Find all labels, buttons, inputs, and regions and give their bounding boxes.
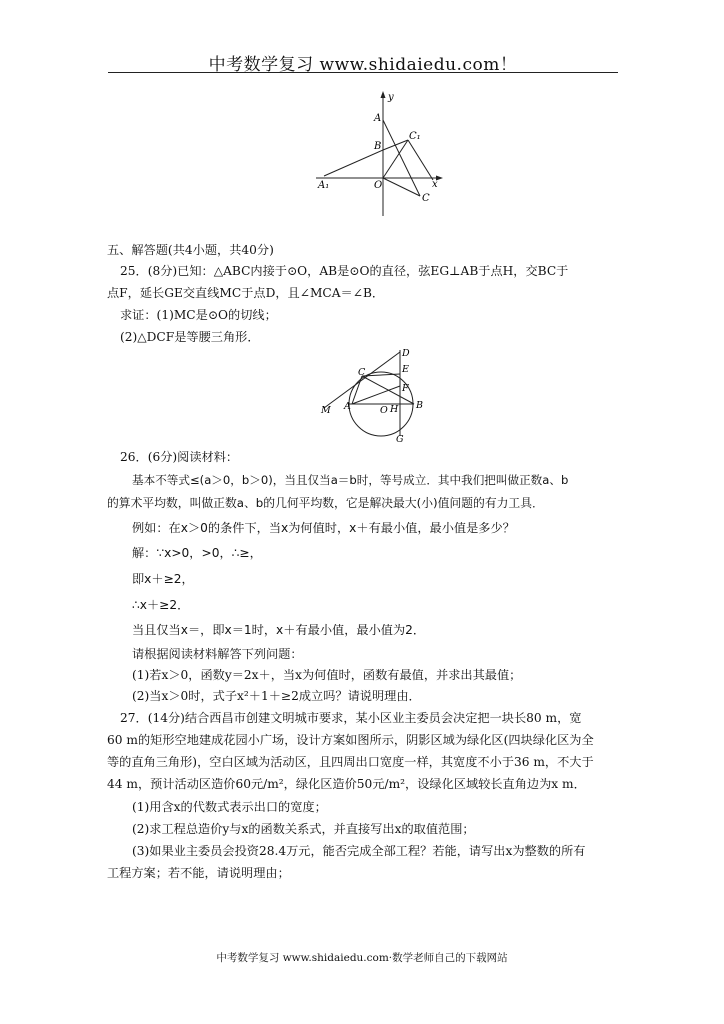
q27-line-2: 60 m的矩形空地建成花园小广场，设计方案如图所示，阴影区域为绿化区(四块绿化区为全	[107, 733, 594, 747]
coordinate-figure	[312, 88, 447, 218]
circle-figure	[318, 346, 428, 444]
label-o: O	[380, 405, 388, 416]
label-y: y	[388, 92, 394, 103]
q26-line-10: (1)若x＞0，函数y＝2x＋，当x为何值时，函数有最值，并求出其最值；	[132, 668, 522, 682]
q27-line-7: (3)如果业主委员会投资28.4万元，能否完成全部工程？若能，请写出x为整数的所有	[132, 844, 586, 858]
q26-line-7: ∴x＋≥2．	[132, 598, 190, 612]
label-c: C	[358, 367, 366, 378]
q27-line-1: 27．(14分)结合西昌市创建文明城市要求，某小区业主委员会决定把一块长80 m，宽	[120, 711, 582, 725]
q25-line-2: 点F，延长GE交直线MC于点D，且∠MCA＝∠B．	[107, 286, 385, 300]
section-heading: 五、解答题(共4小题，共40分)	[107, 243, 274, 257]
label-b: B	[374, 141, 382, 152]
page-footer: 中考数学复习 www.shidaiedu.com·数学老师自己的下载网站	[216, 952, 508, 964]
q26-line-6: 即x＋≥2，	[132, 572, 194, 586]
label-a: A	[374, 113, 382, 124]
label-c: C	[422, 193, 430, 204]
y-axis-arrow	[381, 91, 386, 98]
q26-line-2: 基本不等式≤(a＞0，b＞0)，当且仅当a＝b时，等号成立．其中我们把叫做正数a、b	[132, 473, 569, 487]
label-x: x	[432, 179, 438, 190]
label-m: M	[321, 405, 331, 416]
q26-line-1: 26．(6分)阅读材料：	[120, 450, 239, 464]
q27-line-8: 工程方案；若不能，请说明理由；	[107, 866, 290, 880]
label-a: A	[344, 401, 351, 412]
line-mc	[324, 352, 400, 408]
q27-line-6: (2)求工程总造价y与x的函数关系式，并直接写出x的取值范围；	[132, 822, 475, 836]
label-b: B	[416, 400, 423, 411]
q27-line-4: 44 m，预计活动区造价60元/m²，绿化区造价50元/m²，设绿化区域较长直角边为x m．	[107, 777, 586, 791]
q25-line-4: (2)△DCF是等腰三角形．	[120, 330, 260, 344]
segment-o-c	[383, 178, 420, 196]
segment-c1-x	[408, 140, 433, 180]
label-a1: A₁	[318, 180, 330, 191]
q26-line-9: 请根据阅读材料解答下列问题：	[132, 647, 303, 661]
segment-a-f	[352, 386, 400, 404]
page-header-title: 中考数学复习 www.shidaiedu.com！	[208, 55, 518, 75]
q25-line-3: 求证：(1)MC是⊙O的切线；	[120, 308, 277, 322]
label-d: D	[402, 348, 410, 359]
q27-line-5: (1)用含x的代数式表示出口的宽度；	[132, 800, 327, 814]
q26-line-11: (2)当x＞0时，式子x²＋1＋≥2成立吗？请说明理由．	[132, 689, 421, 703]
q27-line-3: 等的直角三角形)，空白区域为活动区，且四周出口宽度一样，其宽度不小于36 m，不大于	[107, 755, 594, 769]
segment-c-a	[352, 376, 362, 404]
q26-line-5: 解：∵x>0，>0，∴≥，	[132, 546, 262, 560]
label-e: E	[402, 364, 409, 375]
label-g: G	[396, 434, 404, 444]
label-h: H	[390, 404, 399, 415]
label-o: O	[374, 180, 383, 191]
q26-line-3: 的算术平均数，叫做正数a、b的几何平均数，它是解决最大(小)值问题的有力工具．	[107, 496, 544, 510]
q25-line-1: 25．(8分)已知：△ABC内接于⊙O，AB是⊙O的直径，弦EG⊥AB于点H，交BC于	[120, 264, 569, 278]
segment-a1-b	[324, 150, 383, 176]
header-divider	[108, 72, 618, 73]
q26-line-8: 当且仅当x＝，即x＝1时，x＋有最小值，最小值为2．	[132, 623, 426, 637]
q26-line-4: 例如：在x＞0的条件下，当x为何值时，x＋有最小值，最小值是多少？	[132, 521, 515, 535]
label-c1: C₁	[409, 131, 421, 142]
label-f: F	[402, 383, 409, 394]
